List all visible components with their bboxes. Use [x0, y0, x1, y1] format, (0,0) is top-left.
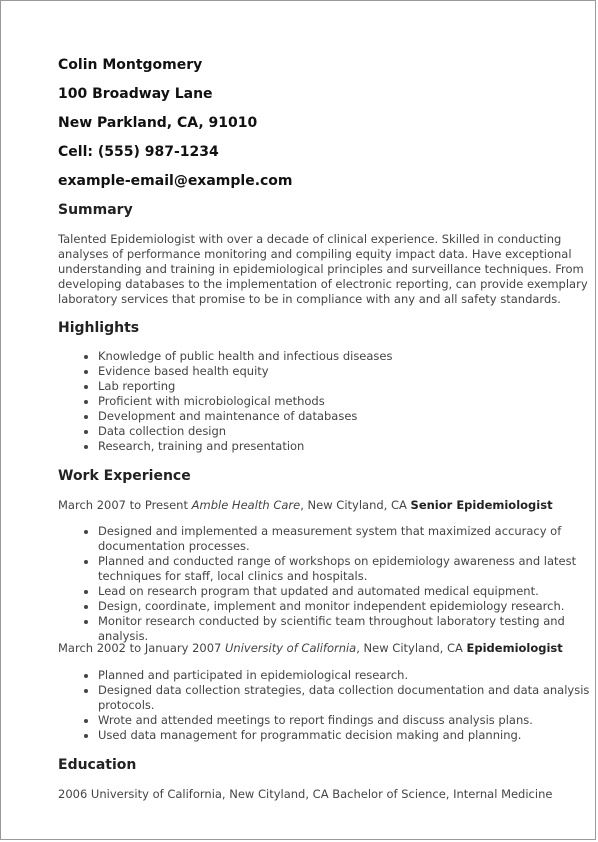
city-line: New Parkland, CA, 91010 [58, 115, 258, 131]
job-header [58, 498, 553, 513]
list-item: • Lead on research program that updated and automated medical equipment. [98, 584, 594, 599]
email-line: example-email@example.com [58, 173, 293, 189]
list-item: • Designed data collection strategies, data collection documentation and data analysis protocols. [98, 683, 594, 713]
list-item: • Knowledge of public health and infectious diseases [98, 349, 594, 364]
list-item: • Proficient with microbiological methods [98, 394, 594, 409]
job-company: University of California [225, 641, 357, 655]
list-item: • Lab reporting [98, 379, 594, 394]
job-title: Senior Epidemiologist [410, 498, 553, 512]
job-location: , New Cityland, CA [300, 498, 407, 512]
list-item: • Design, coordinate, implement and monitor independent epidemiology research. [98, 599, 594, 614]
list-item: • Monitor research conducted by scientific team throughout laboratory testing and analysis. [98, 614, 594, 644]
job-title: Epidemiologist [466, 641, 563, 655]
list-item: • Data collection design [98, 424, 594, 439]
list-item: • Wrote and attended meetings to report findings and discuss analysis plans. [98, 713, 594, 728]
job-company: Amble Health Care [191, 498, 301, 512]
highlights-list [58, 349, 594, 454]
education-line: 2006 University of California, New Cityland, CA Bachelor of Science, Internal Medicine [58, 787, 553, 801]
job-bullets [58, 668, 594, 743]
job-header [58, 641, 563, 656]
summary-text: Talented Epidemiologist with over a decade of clinical experience. Skilled in conducting analyses of performance monitoring and compiling equity impact data. Have exceptional understanding and training in epidemiological principles and surveillance techniques. From developing databases to the implementation of electronic reporting, can provide exemplary laboratory services that promise to be in compliance with any and all safety standards. [58, 232, 588, 306]
list-item: • Research, training and presentation [98, 439, 594, 454]
list-item: • Development and maintenance of databases [98, 409, 594, 424]
candidate-name: Colin Montgomery [58, 57, 203, 73]
phone-line: Cell: (555) 987-1234 [58, 144, 219, 160]
list-item: • Designed and implemented a measurement system that maximized accuracy of documentation processes. [98, 524, 594, 554]
work-heading: Work Experience [58, 468, 191, 484]
highlights-heading: Highlights [58, 320, 140, 336]
list-item: • Used data management for programmatic decision making and planning. [98, 728, 594, 743]
job-bullets [58, 524, 594, 644]
list-item: • Evidence based health equity [98, 364, 594, 379]
job-location: , New Cityland, CA [356, 641, 463, 655]
summary-heading: Summary [58, 202, 133, 218]
education-heading: Education [58, 757, 137, 773]
address-line: 100 Broadway Lane [58, 86, 213, 102]
job-dates: March 2007 to Present [58, 498, 188, 512]
job-dates: March 2002 to January 2007 [58, 641, 222, 655]
list-item: • Planned and participated in epidemiological research. [98, 668, 594, 683]
list-item: • Planned and conducted range of workshops on epidemiology awareness and latest techniques for staff, local clinics and hospitals. [98, 554, 594, 584]
